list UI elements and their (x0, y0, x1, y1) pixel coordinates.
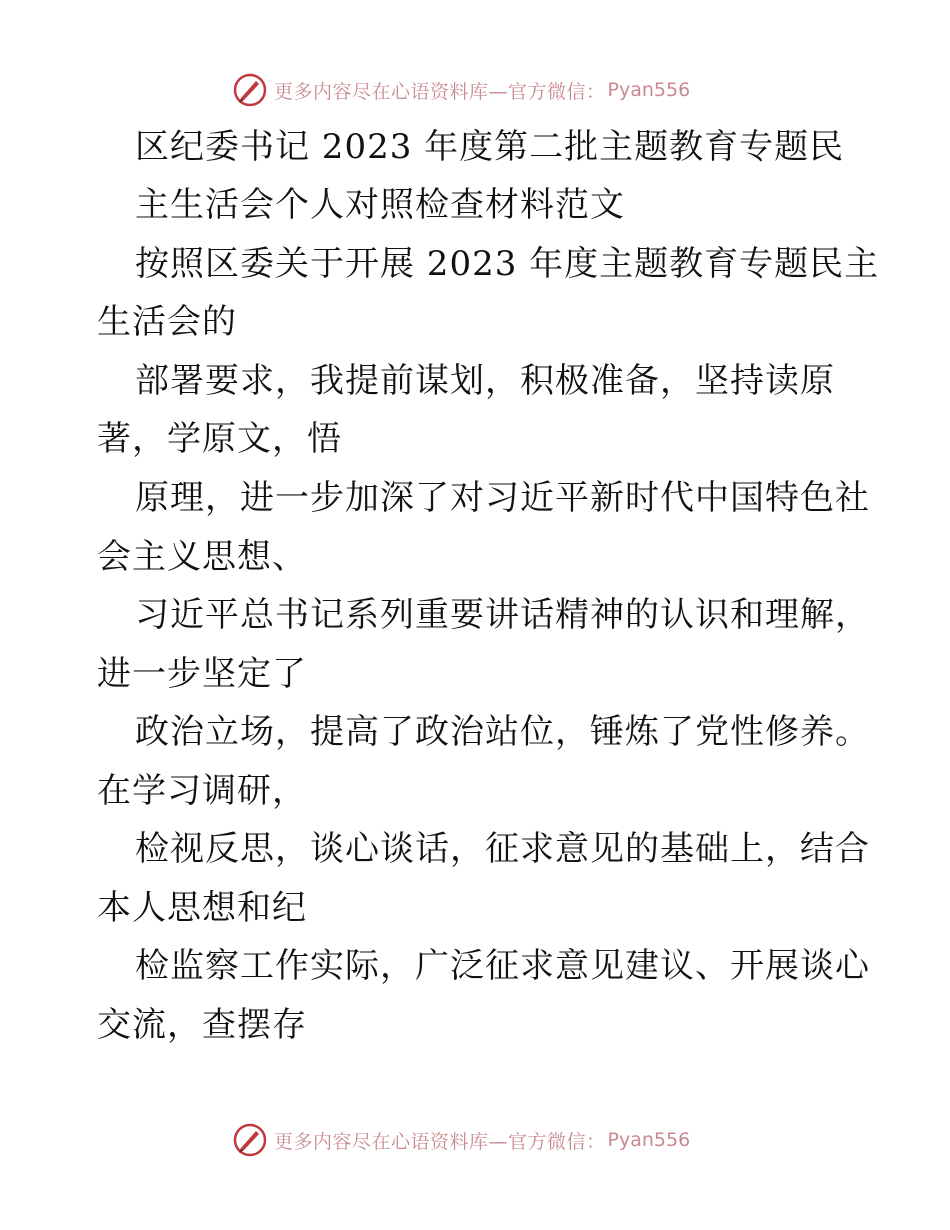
footer-banner (232, 1122, 690, 1158)
body-line: 部署要求，我提前谋划，积极准备，坚持读原 (135, 361, 835, 401)
body-line: 进一步坚定了 (97, 654, 307, 694)
body-line: 检视反思，谈心谈话，征求意见的基础上，结合 (135, 829, 870, 869)
body-line: 按照区委关于开展 2023 年度主题教育专题民主 (135, 244, 880, 284)
banner-text: 更多内容尽在心语资料库—官方微信： (274, 1130, 606, 1153)
quill-pen-logo-icon (232, 72, 268, 108)
body-line: 习近平总书记系列重要讲话精神的认识和理解， (135, 595, 870, 635)
quill-pen-logo-icon (232, 1122, 268, 1158)
document-title-line-2: 主生活会个人对照检查材料范文 (135, 185, 625, 225)
body-line: 著，学原文，悟 (97, 419, 342, 459)
banner-text: 更多内容尽在心语资料库—官方微信： (274, 80, 606, 103)
body-line: 会主义思想、 (97, 537, 307, 577)
banner-wechat-id: Pyan556 (607, 1129, 691, 1151)
banner-wechat-id: Pyan556 (607, 79, 691, 101)
body-line: 原理，进一步加深了对习近平新时代中国特色社 (135, 478, 870, 518)
body-line: 交流，查摆存 (97, 1005, 307, 1045)
body-line: 政治立场，提高了政治站位，锤炼了党性修养。 (135, 712, 870, 752)
body-line: 生活会的 (97, 302, 237, 342)
header-banner (232, 72, 690, 108)
body-line: 在学习调研， (97, 771, 307, 811)
document-title-line-1: 区纪委书记 2023 年度第二批主题教育专题民 (135, 127, 845, 167)
body-line: 本人思想和纪 (97, 888, 307, 928)
body-line: 检监察工作实际，广泛征求意见建议、开展谈心 (135, 946, 870, 986)
